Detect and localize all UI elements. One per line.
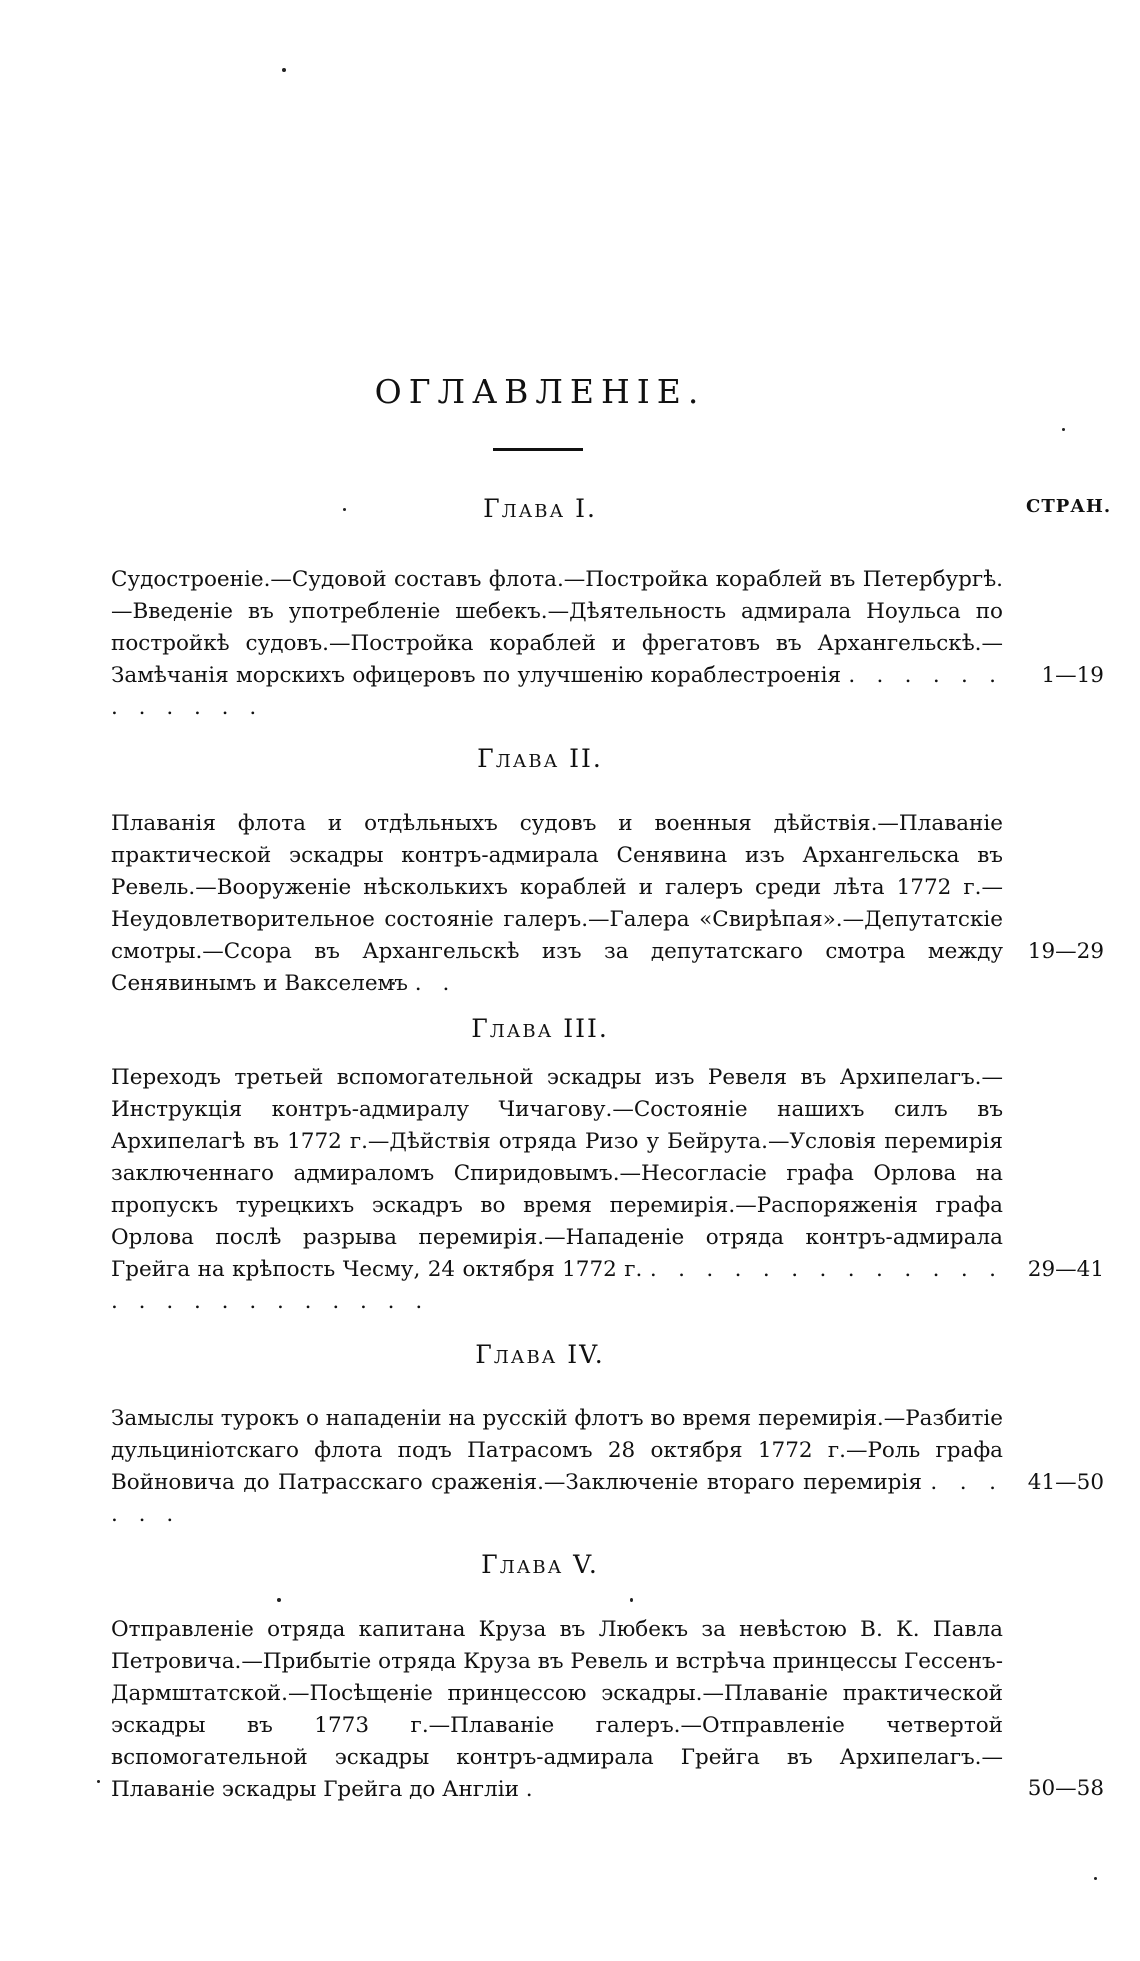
chapter-5-leaders: . [525,1777,540,1802]
chapter-4-leaders: . . . . . . [111,1470,1003,1527]
chapter-3-leaders: . . . . . . . . . . . . . . . . . . . . . . . . . [111,1257,1003,1314]
chapter-5-heading: Глава V. [481,1550,599,1579]
chapter-4-summary [111,1403,1003,1531]
chapter-4-pages: 41—50 [1027,1470,1104,1495]
chapter-2-leaders: . . [414,971,457,996]
chapter-2-pages: 19—29 [1027,939,1104,964]
chapter-1-pages: 1—19 [1041,663,1104,688]
chapter-5-summary [111,1614,1003,1806]
chapter-2-summary [111,808,1003,1000]
chapter-3-summary [111,1062,1003,1318]
chapter-3-summary-text: Переходъ третьей вспомогательной эскадры изъ Ревеля въ Архипелагъ.—Инструкція контръ-адмиралу Чичагову.—Состояніе нашихъ силъ въ Архипелагѣ въ 1772 г.—Дѣйствія отряда Ризо у Бейрута.—Условія перемирія заключеннаго адмираломъ Спиридовымъ.—Несогласіе графа Орлова на пропускъ турецкихъ эскадръ во время перемирія.—Распоряженія графа Орлова послѣ разрыва перемирія.—Нападеніе отряда контръ-адмирала Грейга на крѣпость Чесму, 24 октября 1772 г. [111,1065,1003,1282]
print-speck [97,1780,100,1783]
page-title: ОГЛАВЛЕНІЕ. [374,372,706,411]
pages-column-header: СТРАН. [1026,496,1112,517]
chapter-1-leaders: . . . . . . . . . . . . [111,663,1003,720]
print-speck [1062,428,1065,431]
print-speck [1094,1877,1097,1880]
chapter-4-summary-text: Замыслы турокъ о нападеніи на русскій флотъ во время перемирія.—Разбитіе дульциніотскаго флота подъ Патрасомъ 28 октября 1772 г.—Роль графа Войновича до Патрасскаго сраженія.—Заключеніе втораго перемирія [111,1406,1003,1495]
print-speck [282,68,286,72]
chapter-3-pages: 29—41 [1027,1257,1104,1282]
chapter-2-summary-text: Плаванія флота и отдѣльныхъ судовъ и военныя дѣйствія.—Плаваніе практической эскадры контръ-адмирала Сенявина изъ Архангельска въ Ревель.—Вооруженіе нѣсколькихъ кораблей и галеръ среди лѣта 1772 г.—Неудовлетворительное состояніе галеръ.—Галера «Свирѣпая».—Депутатскіе смотры.—Ссора въ Архангельскѣ изъ за депутатскаго смотра между Сенявинымъ и Вакселемъ [111,811,1003,996]
print-speck [630,1598,633,1602]
title-rule [493,448,583,451]
chapter-3-heading: Глава III. [471,1014,609,1043]
print-speck [277,1598,281,1602]
chapter-5-pages: 50—58 [1027,1776,1104,1801]
chapter-4-heading: Глава IV. [475,1340,605,1369]
chapter-5-summary-text: Отправленіе отряда капитана Круза въ Любекъ за невѣстою В. К. Павла Петровича.—Прибытіе отряда Круза въ Ревель и встрѣча принцессы Гессенъ-Дармштатской.—Посѣщеніе принцессою эскадры.—Плаваніе практической эскадры въ 1773 г.—Плаваніе галеръ.—Отправленіе четвертой вспомогательной эскадры контръ-адмирала Грейга въ Архипелагъ.—Плаваніе эскадры Грейга до Англіи [111,1617,1003,1802]
chapter-1-heading: Глава I. [483,494,597,523]
chapter-2-heading: Глава II. [477,744,603,773]
chapter-1-summary-text: Судостроеніе.—Судовой составъ флота.—Постройка кораблей въ Петербургѣ.—Введеніе въ употребленіе шебекъ.—Дѣятельность адмирала Ноульса по постройкѣ судовъ.—Постройка кораблей и фрегатовъ въ Архангельскѣ.—Замѣчанія морскихъ офицеровъ по улучшенію кораблестроенія [111,567,1003,688]
chapter-1-summary [111,564,1003,724]
